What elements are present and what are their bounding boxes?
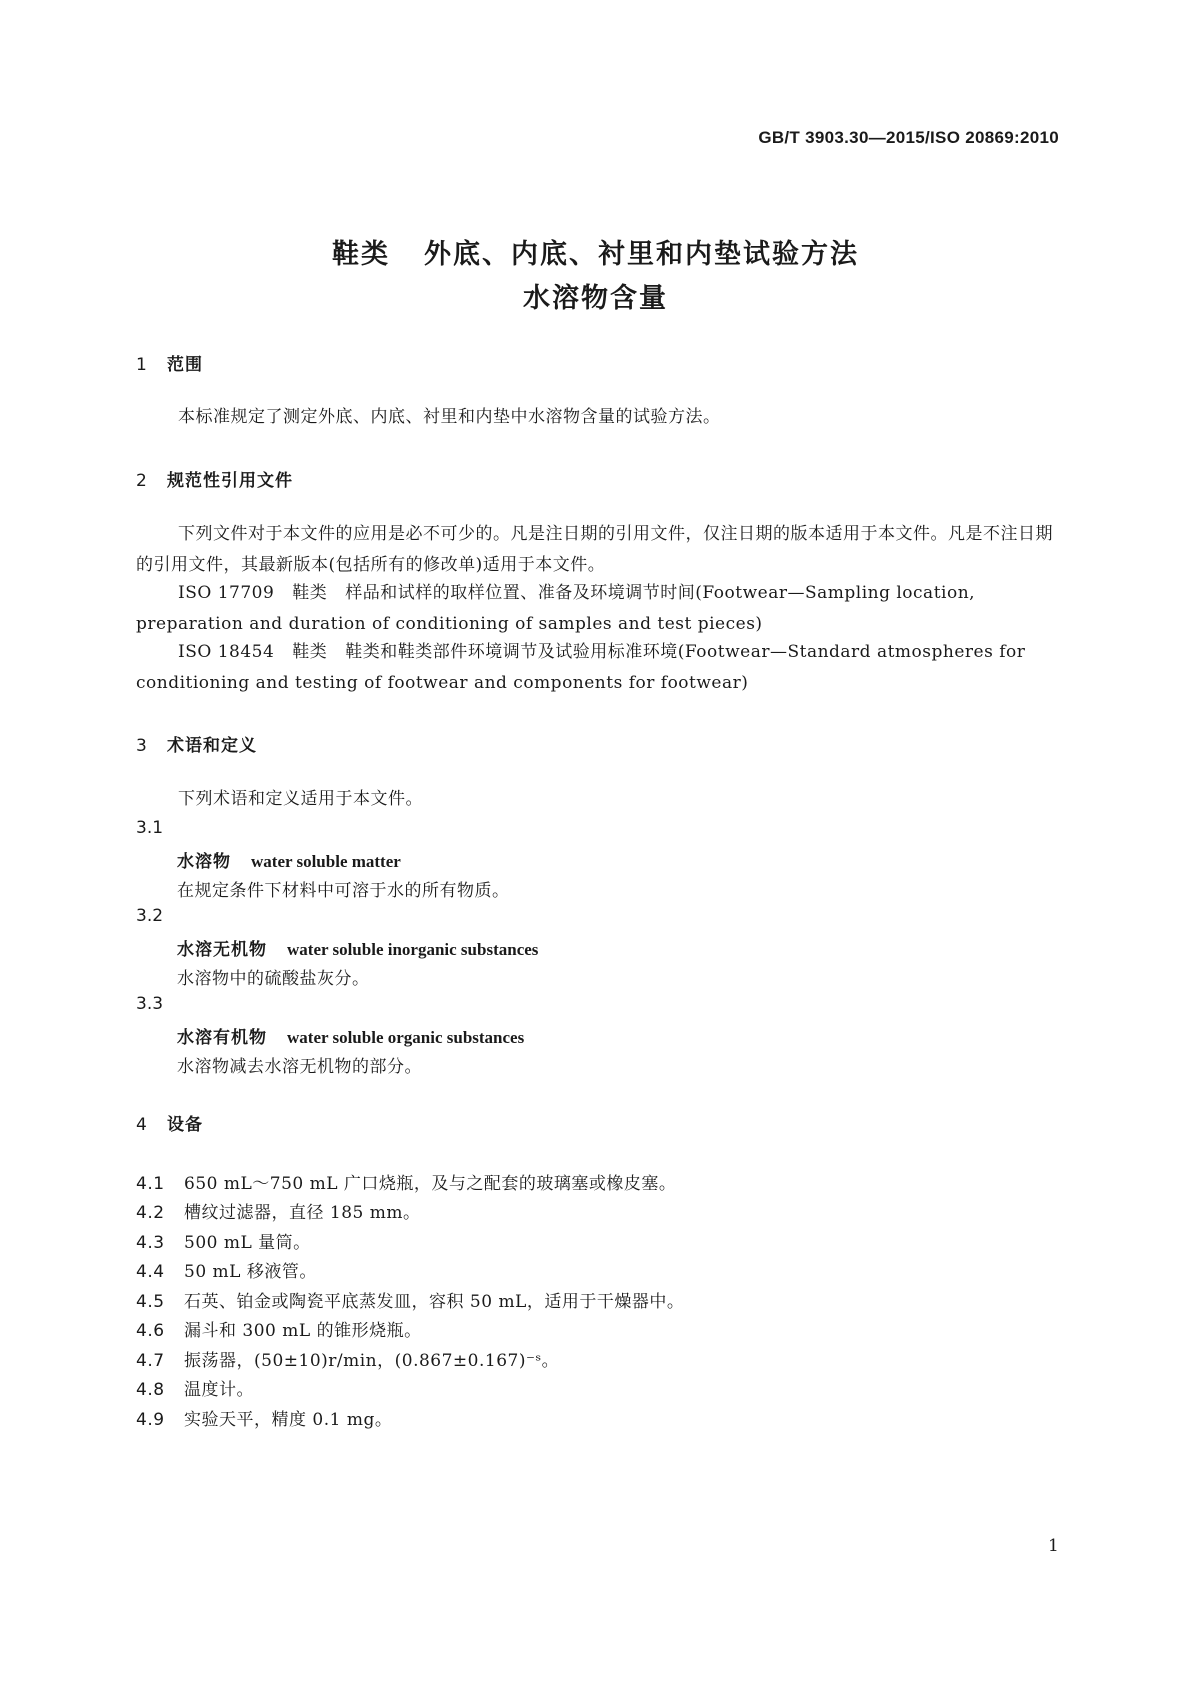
term-heading	[177, 847, 401, 872]
term-number: 3.1	[136, 818, 164, 838]
reference-text: 样品和试样的取样位置、准备及环境调节时间(Footwear—Sampling location, preparation and duration of conditioning of samples and test pieces)	[136, 583, 976, 634]
equipment-item	[136, 1346, 559, 1371]
equipment-item	[136, 1287, 684, 1312]
item-number: 4.7	[136, 1351, 165, 1371]
term-definition: 水溶物中的硫酸盐灰分。	[177, 969, 370, 989]
item-text: 50 mL 移液管。	[184, 1262, 317, 1282]
section-title: 范围	[167, 355, 203, 375]
term-definition: 在规定条件下材料中可溶于水的所有物质。	[177, 881, 510, 901]
reference-text: 鞋类和鞋类部件环境调节及试验用标准环境(Footwear—Standard atmospheres for conditioning and testing of footwear and components for footwear)	[136, 642, 1026, 693]
item-text: 实验天平，精度 0.1 mg。	[184, 1410, 393, 1430]
item-text: 槽纹过滤器，直径 185 mm。	[184, 1203, 421, 1223]
term-heading	[177, 1023, 524, 1048]
equipment-item	[136, 1405, 392, 1430]
term-heading	[177, 935, 538, 960]
equipment-item	[136, 1257, 317, 1282]
term-zh: 水溶有机物	[177, 1028, 267, 1048]
equipment-item	[136, 1316, 422, 1341]
item-text: 500 mL 量筒。	[184, 1233, 311, 1253]
section-heading-scope	[136, 350, 203, 375]
equipment-item	[136, 1198, 421, 1223]
section-heading-terms	[136, 731, 257, 756]
title-part2: 外底、内底、衬里和内垫试验方法	[424, 239, 859, 270]
item-number: 4.1	[136, 1174, 165, 1194]
item-number: 4.2	[136, 1203, 165, 1223]
item-number: 4.3	[136, 1233, 165, 1253]
section-heading-normative	[136, 466, 293, 491]
standard-code: GB/T 3903.30—2015/ISO 20869:2010	[758, 128, 1059, 147]
section-number: 3	[136, 736, 148, 756]
document-title-line1	[0, 232, 1191, 271]
term-definition: 水溶物减去水溶无机物的部分。	[177, 1057, 422, 1077]
term-number: 3.3	[136, 994, 164, 1014]
term-en: water soluble matter	[251, 852, 401, 871]
term-en: water soluble organic substances	[287, 1028, 525, 1047]
item-number: 4.9	[136, 1410, 165, 1430]
item-text: 650 mL～750 mL 广口烧瓶，及与之配套的玻璃塞或橡皮塞。	[184, 1174, 677, 1194]
page-number: 1	[1048, 1536, 1059, 1556]
term-number: 3.2	[136, 906, 164, 926]
section-title: 设备	[167, 1115, 203, 1135]
item-text: 振荡器，(50±10)r/min，(0.867±0.167)⁻ˢ。	[184, 1351, 560, 1371]
section-heading-equipment	[136, 1110, 203, 1135]
scope-paragraph: 本标准规定了测定外底、内底、衬里和内垫中水溶物含量的试验方法。	[178, 407, 721, 427]
equipment-item	[136, 1228, 311, 1253]
item-number: 4.4	[136, 1262, 165, 1282]
normative-intro-paragraph: 下列文件对于本文件的应用是必不可少的。凡是注日期的引用文件，仅注日期的版本适用于本文件。凡是不注日期的引用文件，其最新版本(包括所有的修改单)适用于本文件。	[136, 524, 1053, 575]
reference-code: ISO 18454	[178, 642, 275, 662]
item-text: 漏斗和 300 mL 的锥形烧瓶。	[184, 1321, 422, 1341]
reference-code: ISO 17709	[178, 583, 275, 603]
title-part1: 鞋类	[332, 239, 390, 270]
section-number: 2	[136, 471, 148, 491]
item-text: 石英、铂金或陶瓷平底蒸发皿，容积 50 mL，适用于干燥器中。	[184, 1292, 685, 1312]
section-title: 规范性引用文件	[167, 471, 293, 491]
term-zh: 水溶无机物	[177, 940, 267, 960]
reference-item	[136, 637, 1056, 699]
section-number: 4	[136, 1115, 148, 1135]
term-en: water soluble inorganic substances	[287, 940, 539, 959]
reference-category: 鞋类	[292, 642, 328, 662]
item-text: 温度计。	[184, 1380, 254, 1400]
term-zh: 水溶物	[177, 852, 231, 872]
item-number: 4.6	[136, 1321, 165, 1341]
section-number: 1	[136, 355, 148, 375]
equipment-item	[136, 1375, 254, 1400]
equipment-item	[136, 1169, 676, 1194]
reference-category: 鞋类	[292, 583, 328, 603]
document-title-line2: 水溶物含量	[523, 283, 668, 314]
terms-intro-paragraph: 下列术语和定义适用于本文件。	[178, 789, 423, 809]
section-title: 术语和定义	[167, 736, 257, 756]
item-number: 4.8	[136, 1380, 165, 1400]
reference-item	[136, 578, 1056, 640]
item-number: 4.5	[136, 1292, 165, 1312]
